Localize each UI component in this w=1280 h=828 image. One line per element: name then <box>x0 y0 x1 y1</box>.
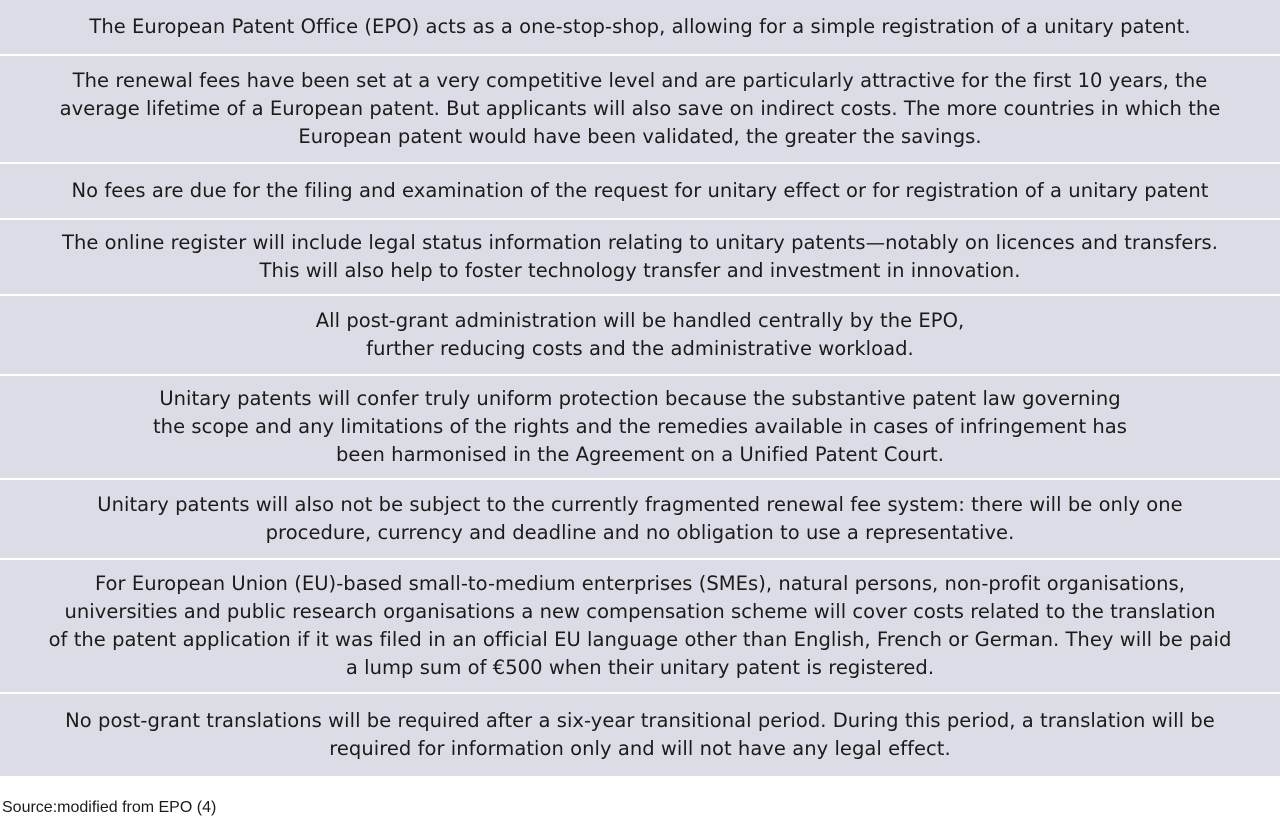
row-text: No post-grant translations will be required after a six-year transitional period. During this period, a translation will be required for information only and will not have any legal effect. <box>65 709 1215 760</box>
row-text: No fees are due for the filing and examination of the request for unitary effect or for registration of a unitary patent <box>71 179 1209 202</box>
row-text: Unitary patents will also not be subject to the currently fragmented renewal fee system: there will be only one procedure, currency and deadline and no obligation to use a representative. <box>97 493 1183 544</box>
row-text: For European Union (EU)-based small-to-medium enterprises (SMEs), natural persons, non-profit organisations, universities and public research organisations a new compensation scheme will cover costs related to the translation of the patent application if it was filed in an official EU language other than English, French or German. They will be paid a lump sum of €500 when their unitary patent is registered. <box>48 572 1232 679</box>
table-row <box>0 164 1280 220</box>
table-row <box>0 694 1280 778</box>
row-text: The European Patent Office (EPO) acts as a one-stop-shop, allowing for a simple registration of a unitary patent. <box>89 15 1191 38</box>
table-row <box>0 296 1280 376</box>
table-row <box>0 560 1280 694</box>
row-text: The renewal fees have been set at a very competitive level and are particularly attractive for the first 10 years, the average lifetime of a European patent. But applicants will also save on indirect costs. The more countries in which the European patent would have been validated, the greater the savings. <box>59 69 1221 148</box>
table-row <box>0 56 1280 164</box>
row-text: The online register will include legal status information relating to unitary patents—notably on licences and transfers. This will also help to foster technology transfer and investment in innovation. <box>61 231 1218 282</box>
row-text: Unitary patents will confer truly uniform protection because the substantive patent law governing the scope and any limitations of the rights and the remedies available in cases of infringement has been harmonised in the Agreement on a Unified Patent Court. <box>152 387 1128 466</box>
source-caption: Source:modified from EPO (4) <box>2 799 217 816</box>
row-text: All post-grant administration will be handled centrally by the EPO, further reducing costs and the administrative workload. <box>315 309 965 360</box>
table-row <box>0 376 1280 480</box>
table-row <box>0 0 1280 56</box>
table-row <box>0 220 1280 296</box>
table-row <box>0 480 1280 560</box>
